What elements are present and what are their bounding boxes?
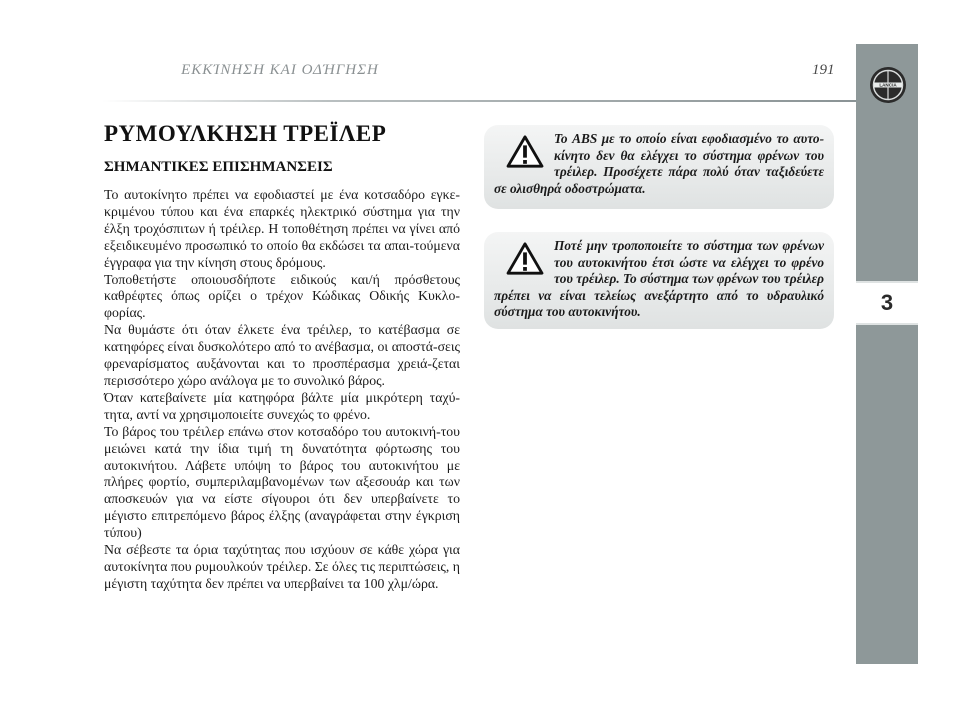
body-paragraph: Να σέβεστε τα όρια ταχύτητας που ισχύουν σε κάθε χώρα για αυτοκίνητα που ρυμουλκούν τρέιλερ. Σε όλες τις περιπτώσεις, η μέγιστη ταχύτητα δεν πρέπει να υπερβαίνει τα 100 χλμ/ώρα. xyxy=(104,542,460,591)
body-text xyxy=(104,187,460,593)
body-paragraph: Το αυτοκίνητο πρέπει να εφοδιαστεί με ένα κοτσαδόρο εγκε-κριμένου τύπου και ένα επαρκές ηλεκτρικό σύστημα για την έλξη τροχόσπιτων ή τρέιλερ. Η τοποθέτηση πρέπει να γίνει από εξειδικευμένο προσωπικό το οποίο θα εκδώσει τα απαι-τούμενα έγγραφα για την κίνηση στους δρόμους. xyxy=(104,187,460,270)
page-number: 191 xyxy=(812,62,835,78)
body-paragraph: Να θυμάστε ότι όταν έλκετε ένα τρέιλερ, το κατέβασμα σε κατηφόρες είναι δυσκολότερο από το ανέβασμα, οι αποστά-σεις φρεναρίσματος αυξάνονται και το προσπέρασμα χρειά-ζεται περισσότερο χώρο ανάλογα με το συνολικό βάρος. xyxy=(104,322,460,388)
warning-box-abs xyxy=(484,125,834,209)
warning-box-brakes xyxy=(484,232,834,329)
body-paragraph: Το βάρος του τρέιλερ επάνω στον κοτσαδόρο του αυτοκινή-του μειώνει κατά την ίδια τιμή τη δυνατότητα φόρτωσης του αυτοκινήτου. Λάβετε υπόψη το βάρος του αυτοκινήτου με πλήρες φορτίο, συμπεριλαμβανομένων των αξεσουάρ και των αποσκευών για να είστε σίγουροι ότι δεν υπερβαίνετε το μέγιστο επιτρεπόμενο βάρος έλξης (αναγράφεται στην έγκριση τύπου) xyxy=(104,423,460,541)
warning-triangle-icon xyxy=(506,242,544,276)
body-paragraph: Όταν κατεβαίνετε μία κατηφόρα βάλτε μία μικρότερη ταχύ-τητα, αντί να χρησιμοποιείτε συνεχώς το φρένο. xyxy=(104,389,460,422)
section-title: ΡΥΜΟΥΛΚΗΣΗ ΤΡΕΪΛΕΡ xyxy=(104,121,387,146)
chapter-number: 3 xyxy=(856,281,918,325)
lancia-logo-icon xyxy=(869,66,907,104)
warning-text: Το ABS με το οποίο είναι εφοδιασμένο το αυτο-κίνητο δεν θα ελέγχει το σύστημα φρένων του τρέιλερ. Προσέχετε πάρα πολύ όταν ταξιδεύετε σε ολισθηρά οδοστρώματα. xyxy=(494,131,824,196)
body-paragraph: Τοποθετήστε οποιουσδήποτε ειδικούς και/ή πρόσθετους καθρέφτες όπως ορίζει ο τρέχον Κώδικας Οδικής Κυκλο-φορίας. xyxy=(104,271,460,321)
logo-lettering: LANCIA xyxy=(879,82,897,88)
warning-triangle-icon xyxy=(506,135,544,169)
chapter-side-tab xyxy=(856,44,918,664)
section-subtitle: ΣΗΜΑΝΤΙΚΕΣ ΕΠΙΣΗΜΑΝΣΕΙΣ xyxy=(104,159,333,175)
running-header: ΕΚΚΊΝΗΣΗ ΚΑΙ ΟΔΉΓΗΣΗ xyxy=(181,62,379,78)
header-rule xyxy=(102,100,856,102)
warning-text: Ποτέ μην τροποποιείτε το σύστημα των φρένων του αυτοκινήτου έτσι ώστε να ελέγχει το φρένο του τρέιλερ. Το σύστημα των φρένων του τρέιλερ πρέπει να είναι τελείως ανεξάρτητο από το υδραυλικό σύστημα του αυτοκινήτου. xyxy=(494,238,824,320)
